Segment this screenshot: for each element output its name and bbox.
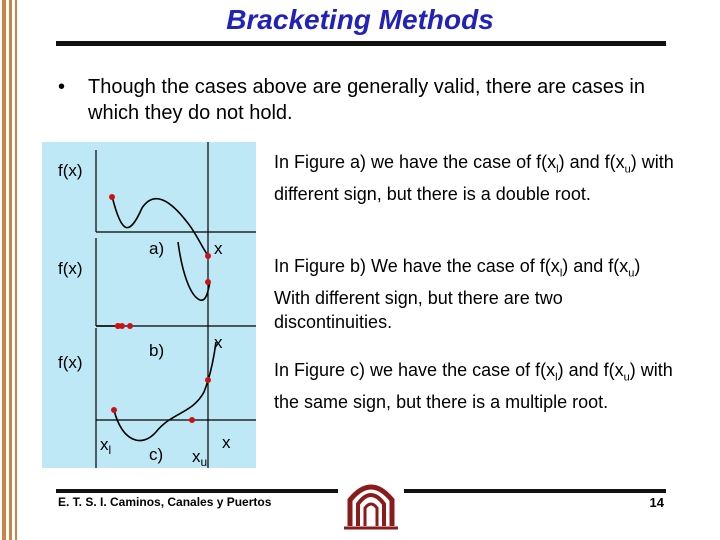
university-logo-icon — [338, 470, 404, 536]
x-label-c: x — [222, 433, 231, 452]
curve-b-discontinuity-2 — [127, 323, 133, 329]
curve-c — [114, 342, 216, 441]
bullet-symbol: • — [58, 76, 66, 98]
ylabel-b: f(x) — [58, 259, 83, 278]
title-rule — [56, 41, 666, 46]
bullet-text: Though the cases above are generally valid, there are cases in which they do not hold. — [88, 76, 646, 124]
curve-c-left-point — [111, 407, 117, 413]
ylabel-c: f(x) — [58, 353, 83, 372]
curve-a-left-point — [109, 194, 115, 200]
function-diagram — [42, 142, 256, 468]
label-figure-b: b) — [149, 341, 165, 360]
curve-c-top-point — [115, 323, 121, 329]
description-figure-b: In Figure b) We have the case of $f(x_l)$ and $f(x_u)$ With different sign, but there are two discontinuities. — [274, 256, 641, 332]
curve-c-root-point — [189, 417, 195, 423]
label-figure-a: a) — [149, 239, 165, 258]
xl-label: $x_l$ — [100, 435, 112, 457]
description-figure-a: In Figure a) we have the case of $f(x_l)$ and $f(x_u)$ with different sign, but there is a double root. — [274, 152, 674, 204]
curve-b-right-point — [205, 279, 211, 285]
ylabel-a: f(x) — [58, 161, 83, 180]
curve-a-right-point — [205, 253, 211, 259]
xu-label: $x_u$ — [192, 447, 208, 468]
page-number: 14 — [649, 495, 664, 510]
figure-panel — [42, 142, 256, 468]
footer-institution: E. T. S. I. Caminos, Canales y Puertos — [58, 495, 272, 509]
x-label-b: x — [214, 333, 223, 352]
description-figure-c: In Figure c) we have the case of $f(x_l)$ and $f(x_u)$ with the same sign, but there is a multiple root. — [274, 360, 673, 412]
x-label-a: x — [214, 239, 223, 258]
slide-title: Bracketing Methods — [226, 4, 494, 35]
label-figure-c: c) — [149, 445, 164, 464]
left-decorative-bar — [0, 0, 22, 540]
curve-c-right-point — [205, 377, 211, 383]
